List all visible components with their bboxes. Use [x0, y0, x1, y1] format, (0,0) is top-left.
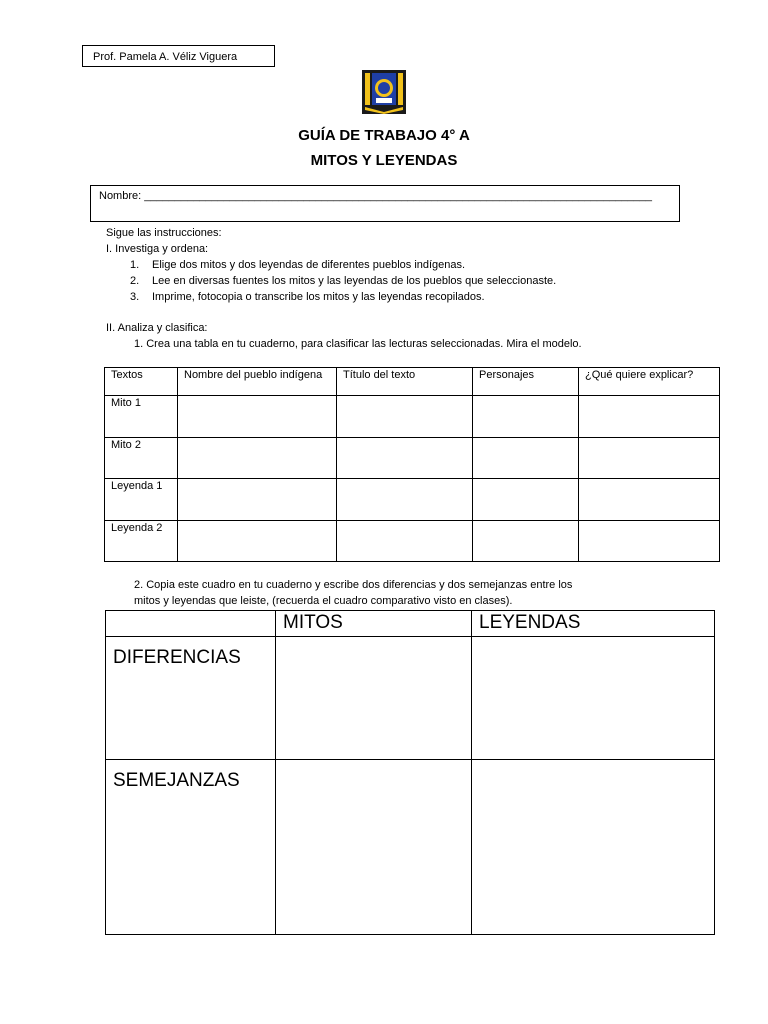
- list-item-text: Elige dos mitos y dos leyendas de diferentes pueblos indígenas.: [152, 259, 466, 271]
- list-item-text: Lee en diversas fuentes los mitos y las leyendas de los pueblos que seleccionaste.: [152, 275, 557, 287]
- table-cell: [337, 396, 473, 438]
- table-cell: [178, 396, 337, 438]
- table-cell: [579, 520, 720, 562]
- list-item: [130, 289, 485, 305]
- table-cell: [178, 437, 337, 479]
- table-cell: [579, 437, 720, 479]
- section2-item2-line1: 2. Copia este cuadro en tu cuaderno y escribe dos diferencias y dos semejanzas entre los: [134, 579, 573, 591]
- table-row: [105, 520, 720, 562]
- table-row: [106, 637, 715, 760]
- table-header-cell: LEYENDAS: [472, 611, 715, 637]
- table-cell: [473, 479, 579, 521]
- list-item-number: 3.: [130, 291, 140, 303]
- table-cell: [579, 396, 720, 438]
- name-line: ___________________________________________________________________________________: [144, 190, 653, 202]
- table-cell: [473, 520, 579, 562]
- table-cell: [178, 520, 337, 562]
- section2-heading: II. Analiza y clasifica:: [106, 322, 208, 334]
- row-label: Leyenda 2: [105, 520, 178, 562]
- list-item-number: 1.: [130, 259, 140, 271]
- teacher-name: Prof. Pamela A. Véliz Viguera: [93, 51, 238, 63]
- list-item-number: 2.: [130, 275, 140, 287]
- section2-item1: 1. Crea una tabla en tu cuaderno, para clasificar las lecturas seleccionadas. Mira el modelo.: [134, 338, 582, 350]
- section1-heading: I. Investiga y ordena:: [106, 243, 209, 255]
- row-label: SEMEJANZAS: [106, 760, 276, 935]
- row-label: DIFERENCIAS: [106, 637, 276, 760]
- table-header-cell: ¿Qué quiere explicar?: [579, 368, 720, 396]
- table-cell: [473, 437, 579, 479]
- row-label: Leyenda 1: [105, 479, 178, 521]
- table-cell: [473, 396, 579, 438]
- table-header-cell: MITOS: [276, 611, 472, 637]
- table-header-row: [106, 611, 715, 637]
- table-header-cell: Personajes: [473, 368, 579, 396]
- table-cell: [337, 479, 473, 521]
- table-header-cell: Título del texto: [337, 368, 473, 396]
- table-header-cell: [106, 611, 276, 637]
- table-row: [105, 479, 720, 521]
- classification-table: [104, 367, 720, 562]
- row-label: Mito 1: [105, 396, 178, 438]
- name-label: Nombre:: [99, 190, 142, 202]
- section2-item2-line2: mitos y leyendas que leiste, (recuerda el cuadro comparativo visto en clases).: [134, 595, 513, 607]
- table-cell: [472, 637, 715, 760]
- comparison-table: [105, 610, 715, 935]
- table-header-row: [105, 368, 720, 396]
- table-cell: [337, 437, 473, 479]
- table-cell: [472, 760, 715, 935]
- table-cell: [178, 479, 337, 521]
- table-cell: [276, 760, 472, 935]
- table-header-cell: Nombre del pueblo indígena: [178, 368, 337, 396]
- table-row: [105, 437, 720, 479]
- table-header-cell: Textos: [105, 368, 178, 396]
- name-field[interactable]: [90, 185, 680, 222]
- row-label: Mito 2: [105, 437, 178, 479]
- page-title: GUÍA DE TRABAJO 4° A: [298, 127, 470, 144]
- list-item: [130, 257, 465, 273]
- page-subtitle: MITOS Y LEYENDAS: [310, 152, 458, 169]
- table-row: [105, 396, 720, 438]
- table-cell: [276, 637, 472, 760]
- table-cell: [337, 520, 473, 562]
- teacher-name-box: [82, 45, 275, 67]
- table-cell: [579, 479, 720, 521]
- table-row: [106, 760, 715, 935]
- school-crest-icon: [362, 70, 406, 114]
- instructions-intro: Sigue las instrucciones:: [106, 227, 222, 239]
- list-item: [130, 273, 556, 289]
- list-item-text: Imprime, fotocopia o transcribe los mitos y las leyendas recopilados.: [152, 291, 485, 303]
